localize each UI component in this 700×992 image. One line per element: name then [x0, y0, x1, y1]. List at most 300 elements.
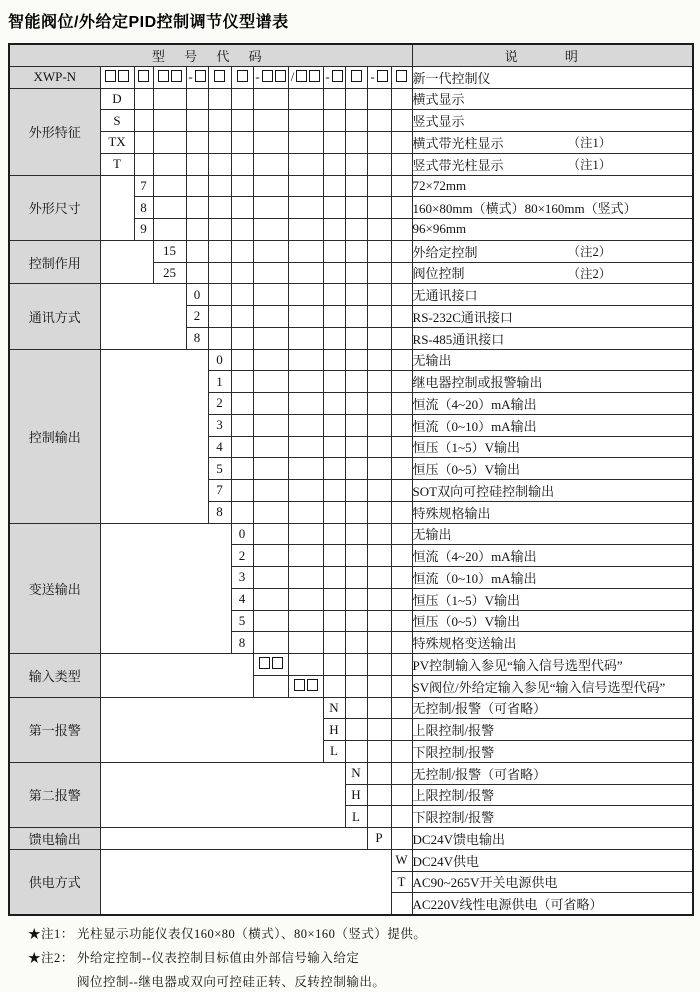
grid-cell	[186, 262, 208, 284]
desc-cell	[412, 719, 693, 741]
grid-cell	[288, 588, 323, 610]
grid-cell	[345, 436, 367, 458]
grid-cell	[288, 219, 323, 241]
code-cell: 3	[231, 567, 253, 589]
desc-text: RS-232C通讯接口	[412, 309, 513, 325]
desc-text: AC220V线性电源供电（可省略）	[412, 897, 603, 913]
grid-cell	[391, 240, 412, 262]
code-cell	[288, 675, 323, 697]
grid-cell	[134, 153, 153, 175]
model-code-cell	[208, 66, 231, 88]
desc-cell	[412, 240, 693, 262]
grid-cell	[186, 110, 208, 132]
grid-cell	[391, 197, 412, 219]
code-box	[195, 70, 206, 82]
grid-cell	[231, 262, 253, 284]
desc-text: 恒流（4~20）mA输出	[412, 549, 537, 565]
code-cell: N	[345, 762, 367, 784]
grid-cell	[253, 88, 288, 110]
description-header: 说 明	[412, 44, 693, 66]
model-code-cell	[134, 66, 153, 88]
desc-cell	[412, 588, 693, 610]
desc-text: 下限控制/报警	[412, 744, 495, 760]
grid-cell	[367, 719, 391, 741]
grid-cell	[253, 414, 288, 436]
desc-cell	[412, 219, 693, 241]
option-row	[9, 284, 693, 306]
grid-cell	[367, 284, 391, 306]
desc-cell	[412, 741, 693, 763]
grid-cell	[288, 545, 323, 567]
grid-cell	[367, 175, 391, 197]
grid-cell	[231, 501, 253, 523]
code-cell: T	[391, 871, 412, 893]
grid-cell	[288, 414, 323, 436]
grid-cell	[345, 654, 367, 676]
code-cell: 2	[208, 393, 231, 415]
grid-cell	[367, 567, 391, 589]
code-box	[214, 70, 225, 82]
grid-cell	[367, 675, 391, 697]
grid-cell	[288, 480, 323, 502]
code-box	[377, 70, 388, 82]
code-cell	[253, 654, 288, 676]
desc-text: 上限控制/报警	[412, 788, 495, 804]
grid-cell	[253, 197, 288, 219]
grid-cell	[288, 523, 323, 545]
grid-cell	[323, 197, 345, 219]
grid-cell	[391, 306, 412, 328]
grid-cell	[153, 197, 186, 219]
option-row	[9, 849, 693, 871]
grid-cell	[391, 501, 412, 523]
note-ref: （注1）	[567, 158, 612, 173]
grid-cell	[231, 240, 253, 262]
footnote-text: 阀位控制--继电器或双向可控硅正转、反转控制输出。	[77, 975, 386, 989]
desc-text: 特殊规格变送输出	[412, 636, 517, 652]
grid-cell	[345, 284, 367, 306]
grid-cell	[323, 675, 345, 697]
desc-cell	[412, 654, 693, 676]
option-row	[9, 828, 693, 850]
desc-cell	[412, 501, 693, 523]
desc-text: 恒流（0~10）mA输出	[412, 418, 537, 434]
grid-cell	[345, 393, 367, 415]
grid-cell	[345, 523, 367, 545]
grid-cell	[323, 632, 345, 654]
code-cell: L	[345, 806, 367, 828]
model-prefix-cell: XWP-N	[9, 66, 100, 88]
grid-cell	[345, 610, 367, 632]
desc-cell	[412, 284, 693, 306]
grid-cell	[345, 501, 367, 523]
grid-cell	[186, 153, 208, 175]
code-columns-header: 型 号 代 码	[9, 44, 412, 66]
grid-cell	[231, 153, 253, 175]
grid-cell	[345, 480, 367, 502]
grid-cell	[253, 371, 288, 393]
model-code-table	[8, 43, 694, 916]
code-cell: 1	[208, 371, 231, 393]
grid-cell	[367, 741, 391, 763]
desc-cell	[412, 197, 693, 219]
model-code-cell	[288, 66, 323, 88]
desc-cell	[412, 327, 693, 349]
grid-cell	[391, 88, 412, 110]
grid-cell	[367, 219, 391, 241]
grid-cell	[367, 349, 391, 371]
grid-cell	[367, 240, 391, 262]
desc-cell	[412, 632, 693, 654]
grid-cell	[391, 697, 412, 719]
code-cell: 8	[186, 327, 208, 349]
grid-cell	[345, 240, 367, 262]
grid-cell	[391, 393, 412, 415]
grid-cell	[231, 88, 253, 110]
grid-cell	[391, 132, 412, 154]
section-label: 变送输出	[9, 523, 100, 654]
grid-cell	[367, 436, 391, 458]
grid-cell	[288, 501, 323, 523]
code-separator: /	[290, 69, 295, 85]
grid-cell	[323, 371, 345, 393]
grid-cell	[253, 632, 288, 654]
model-code-cell	[391, 66, 412, 88]
section-label: 输入类型	[9, 654, 100, 698]
code-cell: T	[100, 153, 134, 175]
grid-cell	[253, 110, 288, 132]
code-cell: 8	[208, 501, 231, 523]
footnote-line	[28, 949, 692, 968]
desc-text: 继电器控制或报警输出	[412, 375, 543, 391]
grid-cell	[323, 306, 345, 328]
desc-text: DC24V供电	[412, 853, 479, 869]
grid-cell	[208, 153, 231, 175]
grid-cell	[367, 784, 391, 806]
note-ref: （注1）	[567, 136, 612, 151]
grid-cell	[367, 480, 391, 502]
desc-cell	[412, 523, 693, 545]
grid-cell	[253, 284, 288, 306]
grid-cell	[253, 436, 288, 458]
grid-cell	[231, 458, 253, 480]
grid-cell	[288, 393, 323, 415]
code-cell: 25	[153, 262, 186, 284]
blank-cell	[100, 175, 134, 240]
code-cell: 15	[153, 240, 186, 262]
grid-cell	[208, 240, 231, 262]
desc-cell	[412, 806, 693, 828]
grid-cell	[367, 632, 391, 654]
grid-cell	[288, 240, 323, 262]
grid-cell	[391, 371, 412, 393]
section-label: 控制作用	[9, 240, 100, 284]
grid-cell	[253, 153, 288, 175]
footnote-text: 外给定控制--仪表控制目标值由外部信号输入给定	[77, 951, 360, 965]
grid-cell	[134, 132, 153, 154]
code-cell	[391, 893, 412, 915]
option-row	[9, 240, 693, 262]
desc-text: RS-485通讯接口	[412, 331, 505, 347]
desc-text: 无控制/报警（可省略）	[412, 766, 547, 782]
code-box	[309, 70, 320, 82]
grid-cell	[345, 327, 367, 349]
grid-cell	[253, 327, 288, 349]
grid-cell	[323, 262, 345, 284]
desc-cell	[412, 414, 693, 436]
grid-cell	[288, 262, 323, 284]
footnote-text: 光柱显示功能仪表仅160×80（横式）、80×160（竖式）提供。	[77, 927, 427, 941]
grid-cell	[231, 284, 253, 306]
model-code-cell	[100, 66, 134, 88]
option-row	[9, 523, 693, 545]
option-row	[9, 349, 693, 371]
section-label: 第一报警	[9, 697, 100, 762]
section-label: 供电方式	[9, 849, 100, 915]
grid-cell	[186, 197, 208, 219]
section-label: 控制输出	[9, 349, 100, 523]
blank-cell	[100, 828, 367, 850]
footnote-line	[28, 925, 692, 944]
model-desc-cell: 新一代控制仪	[412, 66, 693, 88]
grid-cell	[391, 153, 412, 175]
grid-cell	[253, 458, 288, 480]
code-box	[272, 657, 283, 669]
desc-cell	[412, 545, 693, 567]
grid-cell	[391, 110, 412, 132]
grid-cell	[367, 654, 391, 676]
grid-cell	[153, 153, 186, 175]
code-cell: D	[100, 88, 134, 110]
grid-cell	[323, 240, 345, 262]
code-cell: 0	[186, 284, 208, 306]
grid-cell	[253, 567, 288, 589]
grid-cell	[391, 284, 412, 306]
footnote-marker: ★注1：	[28, 927, 74, 941]
code-separator: -	[370, 69, 375, 85]
grid-cell	[323, 567, 345, 589]
model-code-cell	[323, 66, 345, 88]
desc-text: 恒压（1~5）V输出	[412, 440, 520, 456]
blank-cell	[100, 849, 391, 915]
code-cell: 5	[208, 458, 231, 480]
blank-cell	[100, 523, 231, 654]
note-ref: （注2）	[567, 245, 612, 260]
model-code-cell	[186, 66, 208, 88]
code-box	[275, 70, 286, 82]
code-box	[294, 679, 305, 691]
blank-cell	[253, 675, 288, 697]
grid-cell	[288, 436, 323, 458]
grid-cell	[345, 697, 367, 719]
desc-text: 下限控制/报警	[412, 810, 495, 826]
model-code-cell	[153, 66, 186, 88]
grid-cell	[288, 371, 323, 393]
grid-cell	[367, 697, 391, 719]
grid-cell	[345, 458, 367, 480]
footnote-marker: ★注2：	[28, 951, 74, 965]
code-cell: 2	[186, 306, 208, 328]
grid-cell	[391, 262, 412, 284]
code-cell: 0	[208, 349, 231, 371]
grid-cell	[345, 588, 367, 610]
option-row	[9, 110, 693, 132]
grid-cell	[253, 132, 288, 154]
grid-cell	[208, 219, 231, 241]
grid-cell	[134, 110, 153, 132]
grid-cell	[186, 132, 208, 154]
grid-cell	[391, 784, 412, 806]
model-row	[9, 66, 693, 88]
code-cell: S	[100, 110, 134, 132]
grid-cell	[231, 175, 253, 197]
desc-text: 恒流（0~10）mA输出	[412, 570, 537, 586]
code-cell: N	[323, 697, 345, 719]
grid-cell	[231, 219, 253, 241]
grid-cell	[208, 284, 231, 306]
grid-cell	[231, 393, 253, 415]
desc-text: 恒压（0~5）V输出	[412, 462, 520, 478]
grid-cell	[208, 110, 231, 132]
grid-cell	[391, 327, 412, 349]
code-box	[158, 70, 169, 82]
grid-cell	[367, 414, 391, 436]
grid-cell	[186, 175, 208, 197]
footnotes	[8, 925, 692, 992]
grid-cell	[288, 132, 323, 154]
desc-cell	[412, 784, 693, 806]
grid-cell	[345, 175, 367, 197]
grid-cell	[367, 610, 391, 632]
code-box	[105, 70, 116, 82]
desc-text: 恒流（4~20）mA输出	[412, 396, 537, 412]
grid-cell	[253, 349, 288, 371]
grid-cell	[345, 306, 367, 328]
code-cell: 4	[231, 588, 253, 610]
grid-cell	[345, 88, 367, 110]
grid-cell	[345, 153, 367, 175]
option-row	[9, 697, 693, 719]
grid-cell	[323, 284, 345, 306]
grid-cell	[253, 262, 288, 284]
grid-cell	[231, 480, 253, 502]
grid-cell	[323, 175, 345, 197]
grid-cell	[153, 132, 186, 154]
grid-cell	[367, 110, 391, 132]
desc-cell	[412, 610, 693, 632]
grid-cell	[345, 719, 367, 741]
option-row	[9, 762, 693, 784]
grid-cell	[231, 371, 253, 393]
code-cell: 7	[134, 175, 153, 197]
footnote-line	[28, 973, 692, 992]
code-cell: H	[345, 784, 367, 806]
grid-cell	[253, 393, 288, 415]
grid-cell	[153, 175, 186, 197]
option-row	[9, 654, 693, 676]
code-cell: 9	[134, 219, 153, 241]
grid-cell	[323, 523, 345, 545]
grid-cell	[253, 588, 288, 610]
desc-text: 上限控制/报警	[412, 723, 495, 739]
grid-cell	[323, 88, 345, 110]
code-cell: 8	[231, 632, 253, 654]
grid-cell	[231, 197, 253, 219]
grid-cell	[391, 762, 412, 784]
grid-cell	[208, 197, 231, 219]
code-box	[307, 679, 318, 691]
grid-cell	[208, 262, 231, 284]
code-box	[396, 70, 407, 82]
grid-cell	[253, 610, 288, 632]
code-box	[259, 657, 270, 669]
grid-cell	[231, 306, 253, 328]
desc-cell	[412, 480, 693, 502]
grid-cell	[288, 153, 323, 175]
grid-cell	[345, 741, 367, 763]
grid-cell	[367, 458, 391, 480]
grid-cell	[323, 458, 345, 480]
desc-text: 72×72mm	[412, 177, 467, 193]
code-box	[332, 70, 343, 82]
grid-cell	[288, 110, 323, 132]
grid-cell	[186, 240, 208, 262]
desc-text: 恒压（1~5）V输出	[412, 592, 520, 608]
grid-cell	[345, 414, 367, 436]
grid-cell	[345, 197, 367, 219]
desc-cell	[412, 697, 693, 719]
desc-text: 无输出	[412, 353, 452, 369]
grid-cell	[186, 219, 208, 241]
desc-cell	[412, 153, 693, 175]
grid-cell	[323, 545, 345, 567]
blank-cell	[100, 284, 186, 349]
grid-cell	[391, 349, 412, 371]
grid-cell	[323, 393, 345, 415]
blank-cell	[100, 654, 253, 698]
grid-cell	[367, 197, 391, 219]
desc-text: SV阀位/外给定输入参见“输入信号选型代码”	[412, 679, 666, 695]
grid-cell	[391, 480, 412, 502]
code-cell: 8	[134, 197, 153, 219]
grid-cell	[391, 175, 412, 197]
code-separator: -	[255, 69, 260, 85]
code-box	[237, 70, 248, 82]
grid-cell	[288, 458, 323, 480]
code-cell: 0	[231, 523, 253, 545]
grid-cell	[345, 262, 367, 284]
desc-text: 竖式显示	[412, 114, 465, 130]
model-code-cell	[345, 66, 367, 88]
grid-cell	[288, 284, 323, 306]
grid-cell	[367, 153, 391, 175]
grid-cell	[345, 567, 367, 589]
grid-cell	[323, 327, 345, 349]
desc-text: SOT双向可控硅控制输出	[412, 483, 555, 499]
grid-cell	[391, 806, 412, 828]
grid-cell	[367, 132, 391, 154]
grid-cell	[391, 545, 412, 567]
grid-cell	[345, 545, 367, 567]
grid-cell	[323, 501, 345, 523]
blank-cell	[100, 762, 345, 827]
desc-text: 无控制/报警（可省略）	[412, 701, 547, 717]
header-row	[9, 44, 693, 66]
grid-cell	[345, 349, 367, 371]
grid-cell	[391, 567, 412, 589]
code-separator: -	[325, 69, 330, 85]
grid-cell	[323, 654, 345, 676]
